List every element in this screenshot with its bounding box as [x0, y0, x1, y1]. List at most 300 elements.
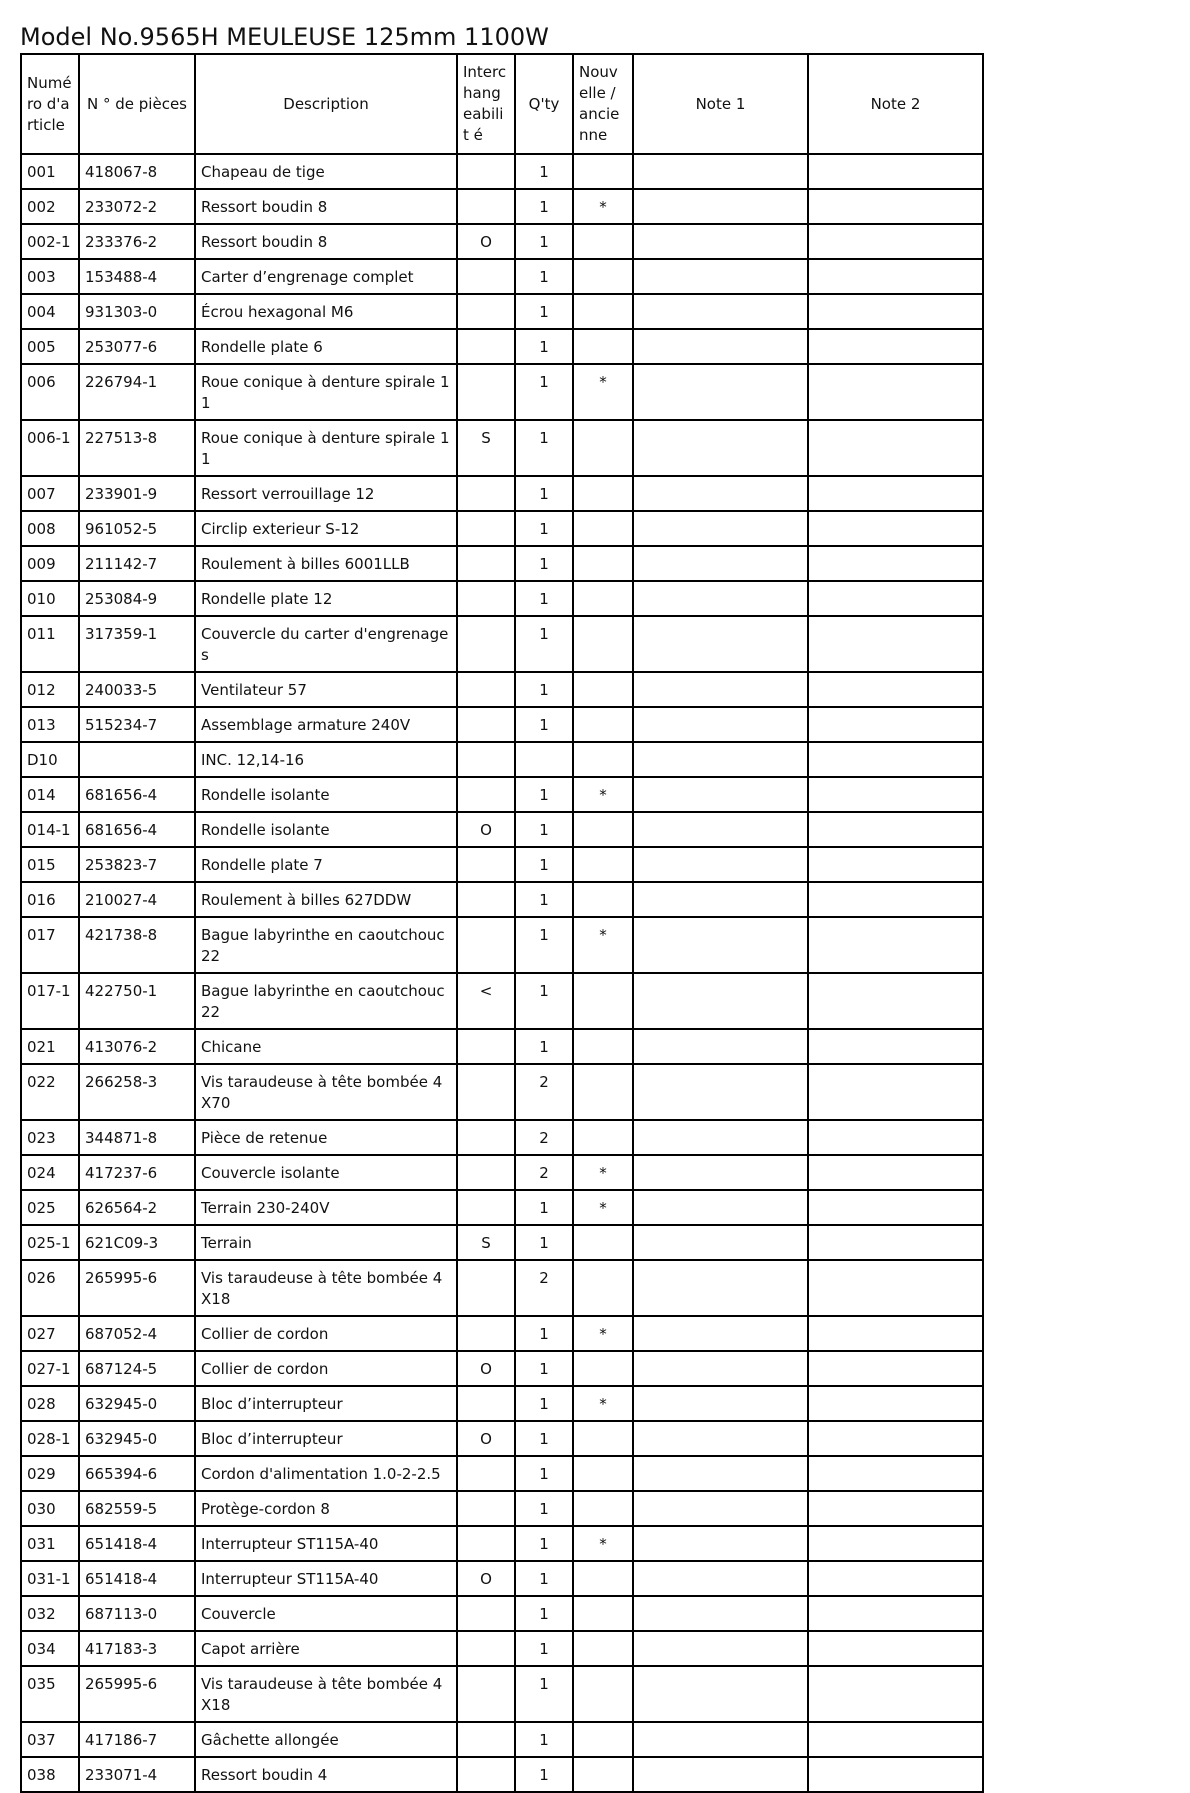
cell-description: Collier de cordon [195, 1316, 457, 1351]
cell-part-number: 626564-2 [79, 1190, 195, 1225]
cell-interchangeability [457, 672, 515, 707]
cell-article-number: D10 [21, 742, 79, 777]
cell-interchangeability [457, 1064, 515, 1120]
cell-quantity: 1 [515, 1631, 573, 1666]
cell-interchangeability [457, 882, 515, 917]
cell-part-number: 233072-2 [79, 189, 195, 224]
cell-interchangeability [457, 1526, 515, 1561]
cell-interchangeability [457, 707, 515, 742]
cell-note-1 [633, 1120, 808, 1155]
cell-interchangeability [457, 364, 515, 420]
cell-quantity: 2 [515, 1260, 573, 1316]
cell-interchangeability [457, 1456, 515, 1491]
cell-new-old [573, 1421, 633, 1456]
cell-note-2 [808, 1316, 983, 1351]
cell-note-2 [808, 812, 983, 847]
cell-quantity: 1 [515, 420, 573, 476]
cell-part-number: 961052-5 [79, 511, 195, 546]
cell-note-1 [633, 259, 808, 294]
cell-description: Collier de cordon [195, 1351, 457, 1386]
table-row [21, 1155, 983, 1190]
cell-description: Terrain 230-240V [195, 1190, 457, 1225]
table-row [21, 511, 983, 546]
cell-note-1 [633, 707, 808, 742]
cell-interchangeability: O [457, 812, 515, 847]
cell-note-2 [808, 1456, 983, 1491]
cell-note-2 [808, 1491, 983, 1526]
cell-new-old [573, 1631, 633, 1666]
cell-description: Bague labyrinthe en caoutchouc 22 [195, 917, 457, 973]
table-row [21, 1351, 983, 1386]
cell-interchangeability: O [457, 1561, 515, 1596]
cell-description: Rondelle plate 7 [195, 847, 457, 882]
table-row [21, 1722, 983, 1757]
cell-interchangeability: O [457, 1351, 515, 1386]
cell-note-2 [808, 1120, 983, 1155]
table-row [21, 1421, 983, 1456]
cell-note-1 [633, 847, 808, 882]
cell-note-1 [633, 973, 808, 1029]
cell-quantity: 2 [515, 1155, 573, 1190]
cell-new-old [573, 616, 633, 672]
cell-part-number: 265995-6 [79, 1260, 195, 1316]
cell-description: Vis taraudeuse à tête bombée 4X18 [195, 1666, 457, 1722]
cell-new-old: * [573, 364, 633, 420]
cell-quantity: 1 [515, 511, 573, 546]
cell-interchangeability [457, 1722, 515, 1757]
table-row [21, 812, 983, 847]
cell-description: Ressort verrouillage 12 [195, 476, 457, 511]
table-row [21, 616, 983, 672]
cell-note-2 [808, 707, 983, 742]
cell-part-number: 632945-0 [79, 1386, 195, 1421]
cell-quantity: 1 [515, 1526, 573, 1561]
cell-note-1 [633, 1386, 808, 1421]
table-row [21, 1386, 983, 1421]
cell-note-1 [633, 1064, 808, 1120]
cell-description: Couvercle isolante [195, 1155, 457, 1190]
cell-new-old [573, 1491, 633, 1526]
cell-note-2 [808, 742, 983, 777]
cell-new-old [573, 511, 633, 546]
cell-article-number: 017-1 [21, 973, 79, 1029]
cell-interchangeability: O [457, 1421, 515, 1456]
cell-note-2 [808, 1155, 983, 1190]
cell-quantity: 1 [515, 581, 573, 616]
cell-description: Rondelle plate 12 [195, 581, 457, 616]
cell-part-number: 253823-7 [79, 847, 195, 882]
cell-description: Roue conique à denture spirale 11 [195, 364, 457, 420]
cell-description: Vis taraudeuse à tête bombée 4X18 [195, 1260, 457, 1316]
cell-note-1 [633, 364, 808, 420]
cell-note-1 [633, 294, 808, 329]
cell-quantity: 1 [515, 917, 573, 973]
cell-note-2 [808, 1526, 983, 1561]
cell-interchangeability [457, 511, 515, 546]
cell-article-number: 022 [21, 1064, 79, 1120]
cell-description: Terrain [195, 1225, 457, 1260]
table-row [21, 189, 983, 224]
cell-article-number: 030 [21, 1491, 79, 1526]
table-row [21, 742, 983, 777]
header-quantity: Q'ty [515, 54, 573, 154]
header-description: Description [195, 54, 457, 154]
cell-interchangeability [457, 476, 515, 511]
table-row [21, 224, 983, 259]
cell-new-old [573, 1260, 633, 1316]
cell-description: Interrupteur ST115A-40 [195, 1526, 457, 1561]
cell-quantity: 1 [515, 1757, 573, 1792]
cell-article-number: 011 [21, 616, 79, 672]
cell-interchangeability [457, 1190, 515, 1225]
cell-new-old [573, 329, 633, 364]
cell-part-number: 421738-8 [79, 917, 195, 973]
cell-note-2 [808, 1722, 983, 1757]
cell-part-number: 253084-9 [79, 581, 195, 616]
cell-note-1 [633, 917, 808, 973]
cell-description: Rondelle plate 6 [195, 329, 457, 364]
cell-description: Carter d’engrenage complet [195, 259, 457, 294]
cell-note-1 [633, 1316, 808, 1351]
cell-description: Couvercle du carter d'engrenages [195, 616, 457, 672]
table-row [21, 1596, 983, 1631]
cell-new-old [573, 742, 633, 777]
cell-new-old [573, 1596, 633, 1631]
cell-article-number: 032 [21, 1596, 79, 1631]
table-row [21, 259, 983, 294]
cell-description: Rondelle isolante [195, 812, 457, 847]
cell-quantity: 1 [515, 1029, 573, 1064]
cell-part-number: 665394-6 [79, 1456, 195, 1491]
cell-article-number: 010 [21, 581, 79, 616]
table-row [21, 581, 983, 616]
cell-note-1 [633, 616, 808, 672]
cell-note-1 [633, 420, 808, 476]
cell-note-1 [633, 1029, 808, 1064]
cell-note-1 [633, 546, 808, 581]
cell-interchangeability [457, 154, 515, 189]
cell-article-number: 028 [21, 1386, 79, 1421]
cell-new-old [573, 1351, 633, 1386]
cell-note-2 [808, 581, 983, 616]
cell-part-number: 265995-6 [79, 1666, 195, 1722]
cell-quantity: 1 [515, 154, 573, 189]
cell-article-number: 007 [21, 476, 79, 511]
table-row [21, 1456, 983, 1491]
cell-note-2 [808, 1596, 983, 1631]
cell-part-number: 253077-6 [79, 329, 195, 364]
table-row [21, 1491, 983, 1526]
cell-new-old: * [573, 189, 633, 224]
cell-description: Capot arrière [195, 1631, 457, 1666]
cell-part-number: 418067-8 [79, 154, 195, 189]
cell-note-2 [808, 154, 983, 189]
cell-new-old: * [573, 1526, 633, 1561]
cell-interchangeability [457, 1757, 515, 1792]
cell-description: Bloc d’interrupteur [195, 1386, 457, 1421]
cell-description: Pièce de retenue [195, 1120, 457, 1155]
cell-interchangeability [457, 742, 515, 777]
cell-new-old [573, 812, 633, 847]
table-row [21, 420, 983, 476]
cell-part-number: 651418-4 [79, 1526, 195, 1561]
cell-article-number: 035 [21, 1666, 79, 1722]
cell-quantity: 1 [515, 329, 573, 364]
cell-new-old [573, 1225, 633, 1260]
cell-note-1 [633, 1631, 808, 1666]
cell-note-2 [808, 1029, 983, 1064]
cell-note-2 [808, 882, 983, 917]
header-part-number: N ° de pièces [79, 54, 195, 154]
cell-article-number: 005 [21, 329, 79, 364]
table-row [21, 364, 983, 420]
cell-article-number: 027 [21, 1316, 79, 1351]
cell-description: Roulement à billes 6001LLB [195, 546, 457, 581]
cell-note-2 [808, 973, 983, 1029]
cell-interchangeability [457, 1260, 515, 1316]
cell-part-number: 931303-0 [79, 294, 195, 329]
cell-description: Bloc d’interrupteur [195, 1421, 457, 1456]
cell-note-1 [633, 476, 808, 511]
cell-description: Ressort boudin 4 [195, 1757, 457, 1792]
cell-article-number: 009 [21, 546, 79, 581]
table-row [21, 847, 983, 882]
cell-article-number: 008 [21, 511, 79, 546]
cell-part-number: 682559-5 [79, 1491, 195, 1526]
cell-interchangeability: S [457, 1225, 515, 1260]
cell-note-2 [808, 476, 983, 511]
cell-quantity: 2 [515, 1120, 573, 1155]
cell-article-number: 014 [21, 777, 79, 812]
cell-note-1 [633, 154, 808, 189]
cell-note-1 [633, 1491, 808, 1526]
cell-part-number: 632945-0 [79, 1421, 195, 1456]
cell-part-number: 211142-7 [79, 546, 195, 581]
cell-note-2 [808, 1351, 983, 1386]
cell-description: Cordon d'alimentation 1.0-2-2.5 [195, 1456, 457, 1491]
cell-quantity: 1 [515, 616, 573, 672]
table-row [21, 1064, 983, 1120]
table-row [21, 777, 983, 812]
cell-new-old [573, 707, 633, 742]
cell-part-number: 681656-4 [79, 812, 195, 847]
cell-interchangeability [457, 581, 515, 616]
cell-part-number: 417183-3 [79, 1631, 195, 1666]
cell-note-1 [633, 1155, 808, 1190]
cell-new-old: * [573, 1316, 633, 1351]
cell-new-old [573, 420, 633, 476]
cell-quantity: 1 [515, 1386, 573, 1421]
table-row [21, 707, 983, 742]
cell-article-number: 013 [21, 707, 79, 742]
cell-part-number: 515234-7 [79, 707, 195, 742]
cell-note-2 [808, 546, 983, 581]
cell-note-2 [808, 224, 983, 259]
cell-note-1 [633, 189, 808, 224]
cell-note-2 [808, 1190, 983, 1225]
cell-description: Circlip exterieur S-12 [195, 511, 457, 546]
page-title: Model No.9565H MEULEUSE 125mm 1100W [20, 23, 549, 51]
cell-quantity: 1 [515, 1190, 573, 1225]
cell-note-1 [633, 1596, 808, 1631]
cell-new-old [573, 1561, 633, 1596]
cell-interchangeability [457, 1666, 515, 1722]
table-row [21, 1225, 983, 1260]
header-interchangeability: Interc hang eabilit é [457, 54, 515, 154]
cell-note-2 [808, 777, 983, 812]
cell-quantity: 1 [515, 1722, 573, 1757]
cell-quantity: 1 [515, 812, 573, 847]
cell-article-number: 023 [21, 1120, 79, 1155]
cell-note-1 [633, 224, 808, 259]
cell-interchangeability: < [457, 973, 515, 1029]
cell-new-old [573, 672, 633, 707]
cell-description: Vis taraudeuse à tête bombée 4X70 [195, 1064, 457, 1120]
cell-description: Rondelle isolante [195, 777, 457, 812]
cell-note-1 [633, 1722, 808, 1757]
cell-article-number: 003 [21, 259, 79, 294]
cell-note-1 [633, 581, 808, 616]
cell-article-number: 024 [21, 1155, 79, 1190]
cell-new-old [573, 1722, 633, 1757]
cell-note-1 [633, 882, 808, 917]
cell-new-old: * [573, 1155, 633, 1190]
cell-new-old: * [573, 1386, 633, 1421]
table-row [21, 917, 983, 973]
table-row [21, 672, 983, 707]
table-row [21, 329, 983, 364]
cell-description: Ressort boudin 8 [195, 224, 457, 259]
cell-interchangeability [457, 259, 515, 294]
cell-part-number: 417237-6 [79, 1155, 195, 1190]
table-row [21, 882, 983, 917]
cell-part-number: 687124-5 [79, 1351, 195, 1386]
cell-quantity: 1 [515, 1561, 573, 1596]
cell-note-1 [633, 1260, 808, 1316]
cell-note-1 [633, 742, 808, 777]
cell-note-1 [633, 672, 808, 707]
cell-article-number: 016 [21, 882, 79, 917]
cell-article-number: 031-1 [21, 1561, 79, 1596]
header-note-2: Note 2 [808, 54, 983, 154]
header-row [21, 54, 983, 154]
cell-interchangeability [457, 1631, 515, 1666]
cell-quantity: 1 [515, 672, 573, 707]
cell-description: Chapeau de tige [195, 154, 457, 189]
cell-interchangeability [457, 1120, 515, 1155]
cell-note-2 [808, 917, 983, 973]
cell-interchangeability [457, 294, 515, 329]
table-row [21, 294, 983, 329]
cell-article-number: 025-1 [21, 1225, 79, 1260]
parts-table [20, 53, 984, 1793]
table-row [21, 546, 983, 581]
cell-part-number: 153488-4 [79, 259, 195, 294]
cell-quantity: 1 [515, 882, 573, 917]
cell-note-2 [808, 1757, 983, 1792]
cell-article-number: 001 [21, 154, 79, 189]
cell-article-number: 028-1 [21, 1421, 79, 1456]
cell-interchangeability [457, 917, 515, 973]
cell-description: Bague labyrinthe en caoutchouc 22 [195, 973, 457, 1029]
cell-interchangeability [457, 777, 515, 812]
cell-article-number: 002-1 [21, 224, 79, 259]
cell-article-number: 038 [21, 1757, 79, 1792]
cell-new-old [573, 1757, 633, 1792]
cell-article-number: 006 [21, 364, 79, 420]
cell-quantity: 1 [515, 1225, 573, 1260]
cell-description: Gâchette allongée [195, 1722, 457, 1757]
cell-note-2 [808, 1260, 983, 1316]
cell-description: Ressort boudin 8 [195, 189, 457, 224]
cell-note-1 [633, 812, 808, 847]
cell-note-1 [633, 1456, 808, 1491]
cell-part-number: 210027-4 [79, 882, 195, 917]
cell-article-number: 037 [21, 1722, 79, 1757]
cell-part-number: 413076-2 [79, 1029, 195, 1064]
cell-new-old [573, 1029, 633, 1064]
cell-part-number: 317359-1 [79, 616, 195, 672]
cell-quantity [515, 742, 573, 777]
cell-note-2 [808, 329, 983, 364]
cell-description: Assemblage armature 240V [195, 707, 457, 742]
cell-part-number: 687052-4 [79, 1316, 195, 1351]
cell-note-2 [808, 511, 983, 546]
cell-new-old [573, 882, 633, 917]
cell-interchangeability [457, 847, 515, 882]
cell-interchangeability: O [457, 224, 515, 259]
cell-quantity: 1 [515, 1316, 573, 1351]
cell-new-old [573, 1456, 633, 1491]
cell-note-2 [808, 616, 983, 672]
cell-new-old: * [573, 1190, 633, 1225]
cell-note-2 [808, 420, 983, 476]
cell-quantity: 1 [515, 1456, 573, 1491]
cell-quantity: 1 [515, 1421, 573, 1456]
table-row [21, 1631, 983, 1666]
cell-quantity: 1 [515, 224, 573, 259]
cell-description: Chicane [195, 1029, 457, 1064]
table-row [21, 1260, 983, 1316]
cell-article-number: 004 [21, 294, 79, 329]
cell-quantity: 2 [515, 1064, 573, 1120]
cell-note-2 [808, 1386, 983, 1421]
cell-new-old [573, 294, 633, 329]
cell-new-old [573, 259, 633, 294]
cell-note-2 [808, 1225, 983, 1260]
cell-quantity: 1 [515, 1666, 573, 1722]
cell-note-1 [633, 1351, 808, 1386]
cell-article-number: 025 [21, 1190, 79, 1225]
cell-note-1 [633, 1561, 808, 1596]
cell-quantity: 1 [515, 1491, 573, 1526]
cell-article-number: 026 [21, 1260, 79, 1316]
cell-interchangeability: S [457, 420, 515, 476]
cell-article-number: 021 [21, 1029, 79, 1064]
cell-note-2 [808, 364, 983, 420]
cell-interchangeability [457, 1596, 515, 1631]
table-row [21, 1029, 983, 1064]
cell-interchangeability [457, 1029, 515, 1064]
cell-part-number: 233376-2 [79, 224, 195, 259]
cell-part-number: 240033-5 [79, 672, 195, 707]
cell-quantity: 1 [515, 777, 573, 812]
table-row [21, 973, 983, 1029]
cell-article-number: 027-1 [21, 1351, 79, 1386]
cell-interchangeability [457, 189, 515, 224]
cell-new-old [573, 847, 633, 882]
cell-note-2 [808, 847, 983, 882]
